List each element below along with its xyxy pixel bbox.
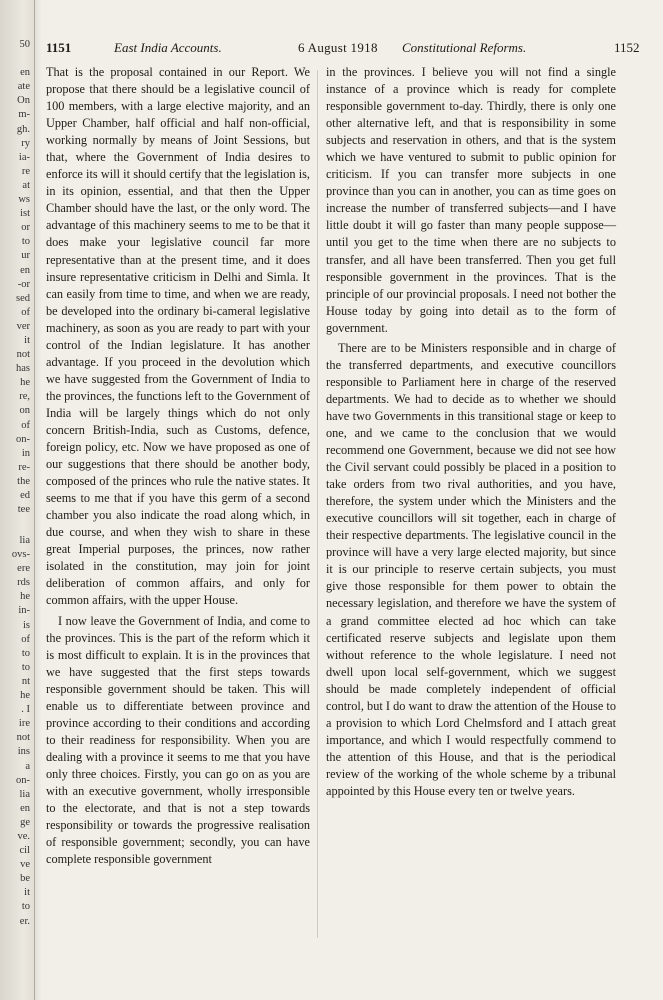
right-running-title: Constitutional Reforms.	[402, 40, 527, 55]
column-divider	[317, 70, 318, 938]
left-running-title: East India Accounts.	[114, 40, 222, 55]
facing-page-gutter	[0, 0, 35, 1000]
right-page-number: 1152	[614, 40, 640, 55]
facing-page-text-fragment-a: 50 en ate On m- gh. ry ia- re at ws ist or to ur en -or sed of ver it not has he re, on of on- in re- the ed tee	[16, 39, 30, 516]
left-page-number: 1151	[46, 40, 72, 55]
right-text-column	[326, 64, 616, 800]
left-paragraph-2: I now leave the Government of India, and come to the provinces. This is the part of the reform which it is most difficult to explain. It is in the provinces that we have suggested that the first steps towards responsible government should be taken. This will enable us to differentiate between province and province according to their conditions and according to their readiness for responsibility. When you are dealing with a province it seems to me that you have only three choices. Firstly, you can go on as you are with an executive government, wholly irresponsible to the electorate, and that is not a step towards responsibility or towards the progressive realisation of responsible government; secondly, you can have complete responsible government	[46, 613, 310, 867]
header-date: 6 August 1918	[298, 40, 378, 55]
left-text-column	[46, 64, 310, 868]
binding-shadow	[34, 0, 42, 1000]
running-header	[46, 40, 646, 60]
facing-page-text-fragment-b: lia ovs- ere rds he in- is of to to nt he . I ire not ins a on- lia en ge ve. cil ve be it to er.	[11, 535, 30, 927]
left-paragraph-1: That is the proposal contained in our Report. We propose that there should be a legislative council of 100 members, with a large elective majority, and an Upper Chamber, half official and half non-official, working normally by means of Joint Sessions, but that, where the Government of India desires to enforce its will it should certify that the legislation is, in its opinion, essential, and that then the Upper Chamber should have the last, or the only word. The advantage of this machinery seems to me to be that it does make your legislative council far more representative than at the present time, and it does insure representative criticism in Delhi and Simla. It can easily from time to time, and when we are ready, be developed into the ordinary bi-cameral legislative machinery, as soon as you are ready to part with your control of the Indian legislature. It has another advantage. If you proceed in the devolution which we have suggested from the Government of India to the provinces, the functions left to the Government of India will be largely things which do not only concern British-India, such as Customs, defence, foreign policy, etc. Now we have proposed as one of our suggestions that there should be another body, composed of the princes who rule the native states. It seems to me that if you have this germ of a second chamber you also indicate the road along which, in due course, and when they wish to share in these great Imperial purposes, the princes, now rather isolated in the constitution, may join for joint deliberation of common affairs, and only for common affairs, with the upper House.	[46, 65, 310, 608]
right-paragraph-2: There are to be Ministers responsible and in charge of the transferred departments, and executive councillors responsible to Parliament here in charge of the reserved departments. We had to decide as to whether we should have two Governments in this transitional stage or keep to one, and we came to the conclusion that we would recommend one Government, because we did not see how the Civil servant could possibly be placed in a position to take orders from two rival authorities, and you have, therefore, the system under which the Ministers and the executive councillors will sit together, each in charge of their respective departments. The legislative council in the province will have a very large elected majority, but since it is our principle to reserve certain subjects, you must give those responsible for them power to obtain the necessary legislation, and therefore we have the system of a grand committee elected ad hoc which can take certificated reserve subjects and legislate upon them without reference to the whole legislature. I need not dwell upon local self-government, which we suggest should be made completely independent of official control, but I do want to draw the attention of the House to a provision to which Lord Chelmsford and I attach great importance, and which I would respectfully commend to the attention of this House, and that is the periodical review of the working of the whole scheme by a tribunal appointed by this House every ten or twelve years.	[326, 340, 616, 798]
right-paragraph-1: in the provinces. I believe you will not find a single instance of a province which is ready for complete responsible government to-day. Thirdly, there is only one other alternative left, and that is responsibility in some subjects and reservation in others, and that is the system which we have ventured to submit to public opinion for criticism. If you can transfer more subjects in one province than you can in another, you can as time goes on increase the number of transferred subjects—and I have little doubt it will go faster than many people suppose—until you get to the time when there are no subjects to transfer, and all have been transferred. Then you get full responsible government in the provinces. That is the principle of our provincial proposals. I need not bother the House today by going into detail as to the form of government.	[326, 65, 616, 335]
